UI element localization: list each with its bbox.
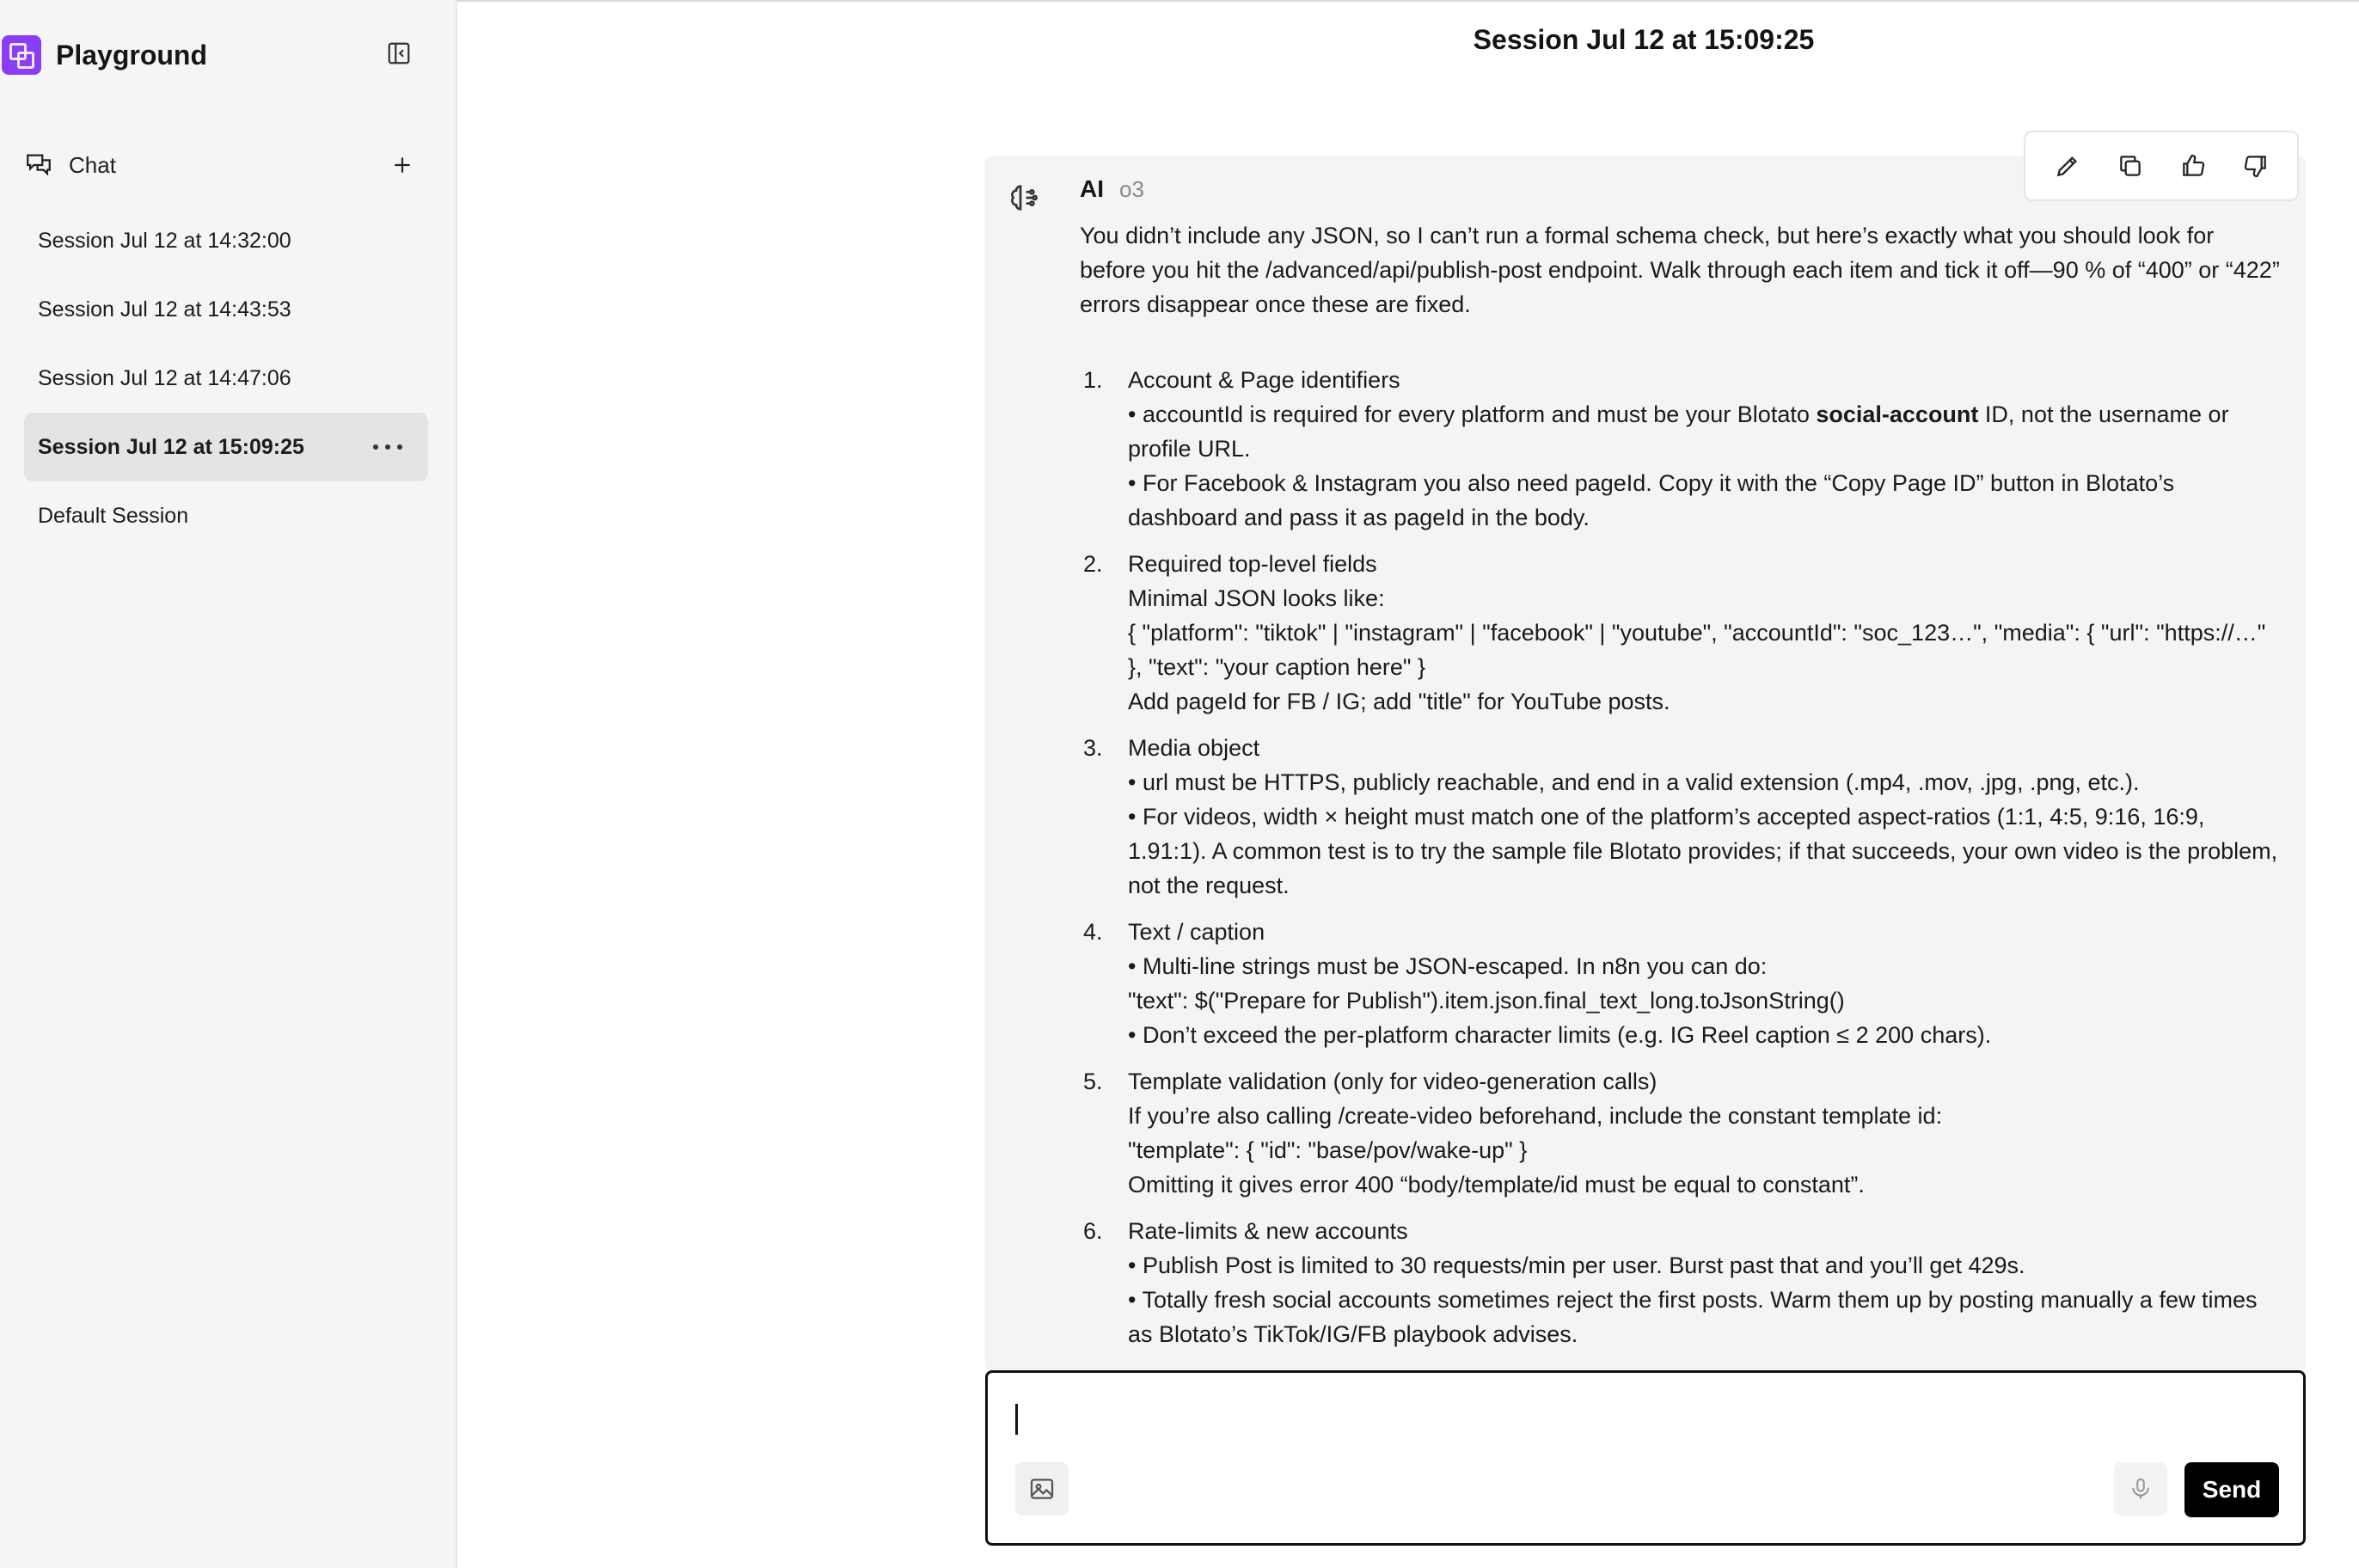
list-item-line: • Totally fresh social accounts sometimes reject the first posts. Warm them up by posting manually a few times as Blotato’s TikTok/IG/FB playbook advises.	[1128, 1287, 2258, 1347]
session-label: Session Jul 12 at 15:09:25	[38, 434, 304, 459]
chat-section-header	[24, 148, 420, 182]
copy-button[interactable]	[2111, 147, 2149, 185]
list-item	[1080, 915, 2283, 1052]
main-panel	[457, 0, 2359, 1568]
session-item[interactable]	[24, 206, 428, 275]
session-item[interactable]	[24, 481, 428, 550]
more-horizontal-icon[interactable]	[373, 435, 402, 459]
list-number: 4.	[1083, 919, 1103, 945]
message-header	[1080, 175, 1144, 203]
chat-section-label: Chat	[69, 151, 116, 178]
plus-icon	[391, 154, 414, 176]
list-item-title: Account & Page identifiers	[1128, 367, 1400, 393]
message-sender: AI	[1080, 175, 1104, 202]
list-item-line: Minimal JSON looks like:	[1128, 585, 1385, 611]
list-item-line: { "platform": "tiktok" | "instagram" | "facebook" | "youtube", "accountId": "soc_123…", "media": { "url": "https://…" }, "text": "your caption here" }	[1128, 620, 2266, 680]
list-item-line: • For videos, width × height must match one of the platform’s accepted aspect-ratios (1:1, 4:5, 9:16, 16:9, 1.91:1). A common test is to try the sample file Blotato provides; if that succeeds, your own video is the problem, not the request.	[1128, 804, 2278, 898]
sidebar-collapse-icon	[386, 40, 412, 66]
list-item	[1080, 1064, 2283, 1202]
brand	[0, 31, 207, 79]
sidebar-collapse-button[interactable]	[383, 38, 414, 69]
copy-icon	[2117, 152, 2144, 180]
message-composer	[985, 1370, 2306, 1546]
text-caret	[1015, 1404, 1018, 1435]
list-item-line: "text": $("Prepare for Publish").item.json.final_text_long.toJsonString()	[1128, 988, 1845, 1014]
message-actions	[2024, 131, 2299, 201]
session-item[interactable]	[24, 275, 428, 344]
session-item[interactable]	[24, 344, 428, 413]
list-item-line: "template": { "id": "base/pov/wake-up" }	[1128, 1137, 1528, 1163]
edit-icon	[2054, 152, 2081, 180]
session-item-active[interactable]	[24, 413, 428, 481]
list-number: 6.	[1083, 1218, 1103, 1244]
session-label: Session Jul 12 at 14:43:53	[38, 297, 291, 322]
chat-bubbles-icon	[24, 150, 53, 180]
list-number: 2.	[1083, 551, 1103, 577]
app-logo-icon	[2, 35, 41, 75]
list-item-line: • Don’t exceed the per-platform character limits (e.g. IG Reel caption ≤ 2 200 chars).	[1128, 1022, 1992, 1048]
list-item-title: Template validation (only for video-generation calls)	[1128, 1069, 1657, 1094]
bold-text: social-account	[1816, 401, 1979, 427]
new-chat-button[interactable]	[385, 148, 420, 182]
sidebar	[0, 0, 457, 1568]
list-item-line: • url must be HTTPS, publicly reachable, and end in a valid extension (.mp4, .mov, .jpg, .png, etc.).	[1128, 769, 2140, 795]
list-item	[1080, 547, 2283, 719]
voice-input-button[interactable]	[2114, 1462, 2167, 1516]
session-label: Default Session	[38, 503, 189, 528]
attach-image-button[interactable]	[1015, 1462, 1069, 1516]
ai-message	[985, 156, 2306, 1370]
list-item-line: • accountId is required for every platform and must be your Blotato social-account ID, not the username or profile URL.	[1128, 401, 2229, 462]
list-item-title: Text / caption	[1128, 919, 1265, 945]
list-item	[1080, 731, 2283, 903]
message-body	[1080, 218, 2283, 1363]
microphone-icon	[2128, 1476, 2154, 1502]
thumbs-down-icon	[2242, 152, 2270, 180]
ai-brain-icon	[1008, 181, 1042, 215]
image-icon	[1028, 1475, 1056, 1503]
top-divider	[457, 0, 2359, 2]
edit-button[interactable]	[2049, 147, 2086, 185]
session-label: Session Jul 12 at 14:47:06	[38, 365, 291, 390]
model-badge: o3	[1119, 176, 1144, 202]
message-input[interactable]	[1012, 1399, 2215, 1442]
list-item-line: If you’re also calling /create-video beforehand, include the constant template id:	[1128, 1103, 1943, 1129]
list-item-title: Rate-limits & new accounts	[1128, 1218, 1408, 1244]
session-label: Session Jul 12 at 14:32:00	[38, 228, 291, 253]
session-title: Session Jul 12 at 15:09:25	[1473, 24, 1815, 55]
session-list	[24, 206, 428, 550]
list-number: 3.	[1083, 735, 1103, 761]
list-item-line: • For Facebook & Instagram you also need pageId. Copy it with the “Copy Page ID” button in Blotato’s dashboard and pass it as pageId in the body.	[1128, 470, 2175, 530]
list-item-title: Required top-level fields	[1128, 551, 1377, 577]
list-item	[1080, 363, 2283, 535]
list-number: 1.	[1083, 367, 1103, 393]
list-item-line: Add pageId for FB / IG; add "title" for YouTube posts.	[1128, 689, 1670, 714]
list-item-line: Omitting it gives error 400 “body/template/id must be equal to constant”.	[1128, 1172, 1865, 1197]
list-item	[1080, 1214, 2283, 1351]
message-intro: You didn’t include any JSON, so I can’t run a formal schema check, but here’s exactly what you should look for before you hit the /advanced/api/publish-post endpoint. Walk through each item and tick it off—90 % of “400” or “422” errors disappear once these are fixed.	[1080, 223, 2280, 317]
thumbs-up-icon	[2179, 152, 2207, 180]
list-item-line: • Publish Post is limited to 30 requests/min per user. Burst past that and you’ll get 429s.	[1128, 1253, 2025, 1278]
thumbs-down-button[interactable]	[2237, 147, 2275, 185]
list-item-title: Media object	[1128, 735, 1260, 761]
list-item-line: • Multi-line strings must be JSON-escaped. In n8n you can do:	[1128, 953, 1768, 979]
list-number: 5.	[1083, 1069, 1103, 1094]
app-title: Playground	[56, 39, 208, 70]
thumbs-up-button[interactable]	[2174, 147, 2212, 185]
send-button[interactable]: Send	[2184, 1462, 2279, 1517]
